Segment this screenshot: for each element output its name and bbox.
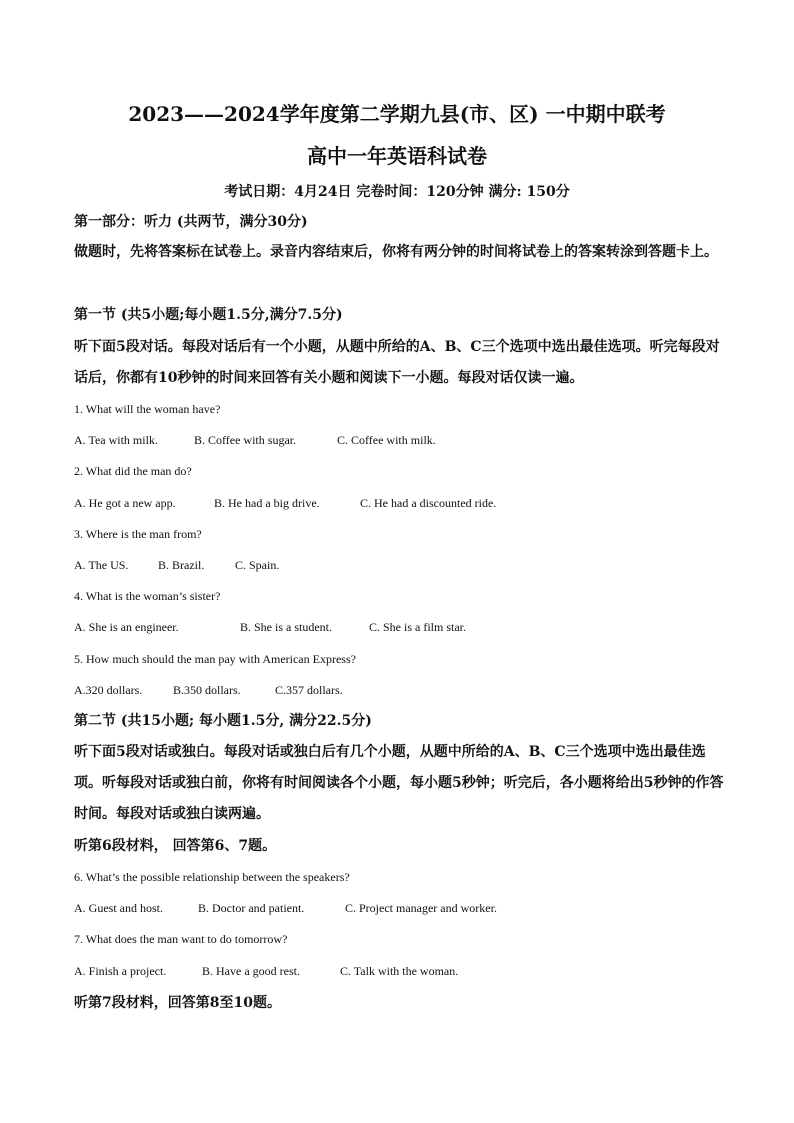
question-5-options xyxy=(74,681,724,699)
option-b: B. She is a student. xyxy=(240,620,332,634)
option-a: A. Tea with milk. xyxy=(74,433,158,447)
option-a: A.320 dollars. xyxy=(74,683,143,697)
option-b: B. Have a good rest. xyxy=(202,964,300,978)
option-c: C. She is a film star. xyxy=(369,620,466,634)
option-c: C. Coffee with milk. xyxy=(337,433,436,447)
question-6-options xyxy=(74,899,724,917)
option-c: C. He had a discounted ride. xyxy=(360,496,497,510)
question-1: 1. What will the woman have? xyxy=(74,402,221,416)
section2-heading: 第二节 (共15小题; 每小题1.5分, 满分22.5分) xyxy=(74,713,372,729)
question-6: 6. What’s the possible relationship between the speakers? xyxy=(74,870,350,884)
option-c: C. Spain. xyxy=(235,558,280,572)
question-5: 5. How much should the man pay with American Express? xyxy=(74,652,356,666)
material-7-heading: 听第7段材料，回答第8至10题。 xyxy=(74,995,281,1011)
question-2-options xyxy=(74,494,724,512)
option-b: B. Doctor and patient. xyxy=(198,901,305,915)
part1-heading: 第一部分：听力 (共两节，满分30分) xyxy=(74,214,308,230)
option-a: A. He got a new app. xyxy=(74,496,176,510)
question-4-options xyxy=(74,618,724,636)
question-3-options xyxy=(74,556,724,574)
option-a: A. Guest and host. xyxy=(74,901,163,915)
option-b: B.350 dollars. xyxy=(173,683,241,697)
option-a: A. Finish a project. xyxy=(74,964,167,978)
option-c: C.357 dollars. xyxy=(275,683,343,697)
question-7: 7. What does the man want to do tomorrow? xyxy=(74,932,288,946)
question-3: 3. Where is the man from? xyxy=(74,527,202,541)
section2-instruction: 听下面5段对话或独白。每段对话或独白后有几个小题，从题中所给的A、B、C三个选项中选出最佳选项。听每段对话或独白前，你将有时间阅读各个小题，每小题5秒钟；听完后，各小题将给出5秒钟的作答时间。每段对话或独白读两遍。 xyxy=(74,744,724,822)
option-c: C. Talk with the woman. xyxy=(340,964,459,978)
question-4: 4. What is the woman’s sister? xyxy=(74,589,221,603)
material-6-heading: 听第6段材料， 回答第6、7题。 xyxy=(74,838,277,854)
question-7-options xyxy=(74,962,724,980)
exam-subtitle: 高中一年英语科试卷 xyxy=(307,144,487,168)
section1-heading: 第一节 (共5小题;每小题1.5分,满分7.5分) xyxy=(74,307,343,323)
exam-title: 2023——2024学年度第二学期九县(市、区) 一中期中联考 xyxy=(128,102,666,126)
option-b: B. He had a big drive. xyxy=(214,496,320,510)
option-a: A. She is an engineer. xyxy=(74,620,179,634)
option-b: B. Brazil. xyxy=(158,558,205,572)
option-c: C. Project manager and worker. xyxy=(345,901,497,915)
part1-instruction: 做题时，先将答案标在试卷上。录音内容结束后，你将有两分钟的时间将试卷上的答案转涂到答题卡上。 xyxy=(74,244,718,260)
question-2: 2. What did the man do? xyxy=(74,464,192,478)
option-b: B. Coffee with sugar. xyxy=(194,433,297,447)
section1-instruction: 听下面5段对话。每段对话后有一个小题，从题中所给的A、B、C三个选项中选出最佳选项。听完每段对话后，你都有10秒钟的时间来回答有关小题和阅读下一小题。每段对话仅读一遍。 xyxy=(74,339,720,386)
exam-info: 考试日期：4月24日 完卷时间：120分钟 满分: 150分 xyxy=(224,184,570,200)
question-1-options xyxy=(74,431,724,449)
option-a: A. The US. xyxy=(74,558,129,572)
